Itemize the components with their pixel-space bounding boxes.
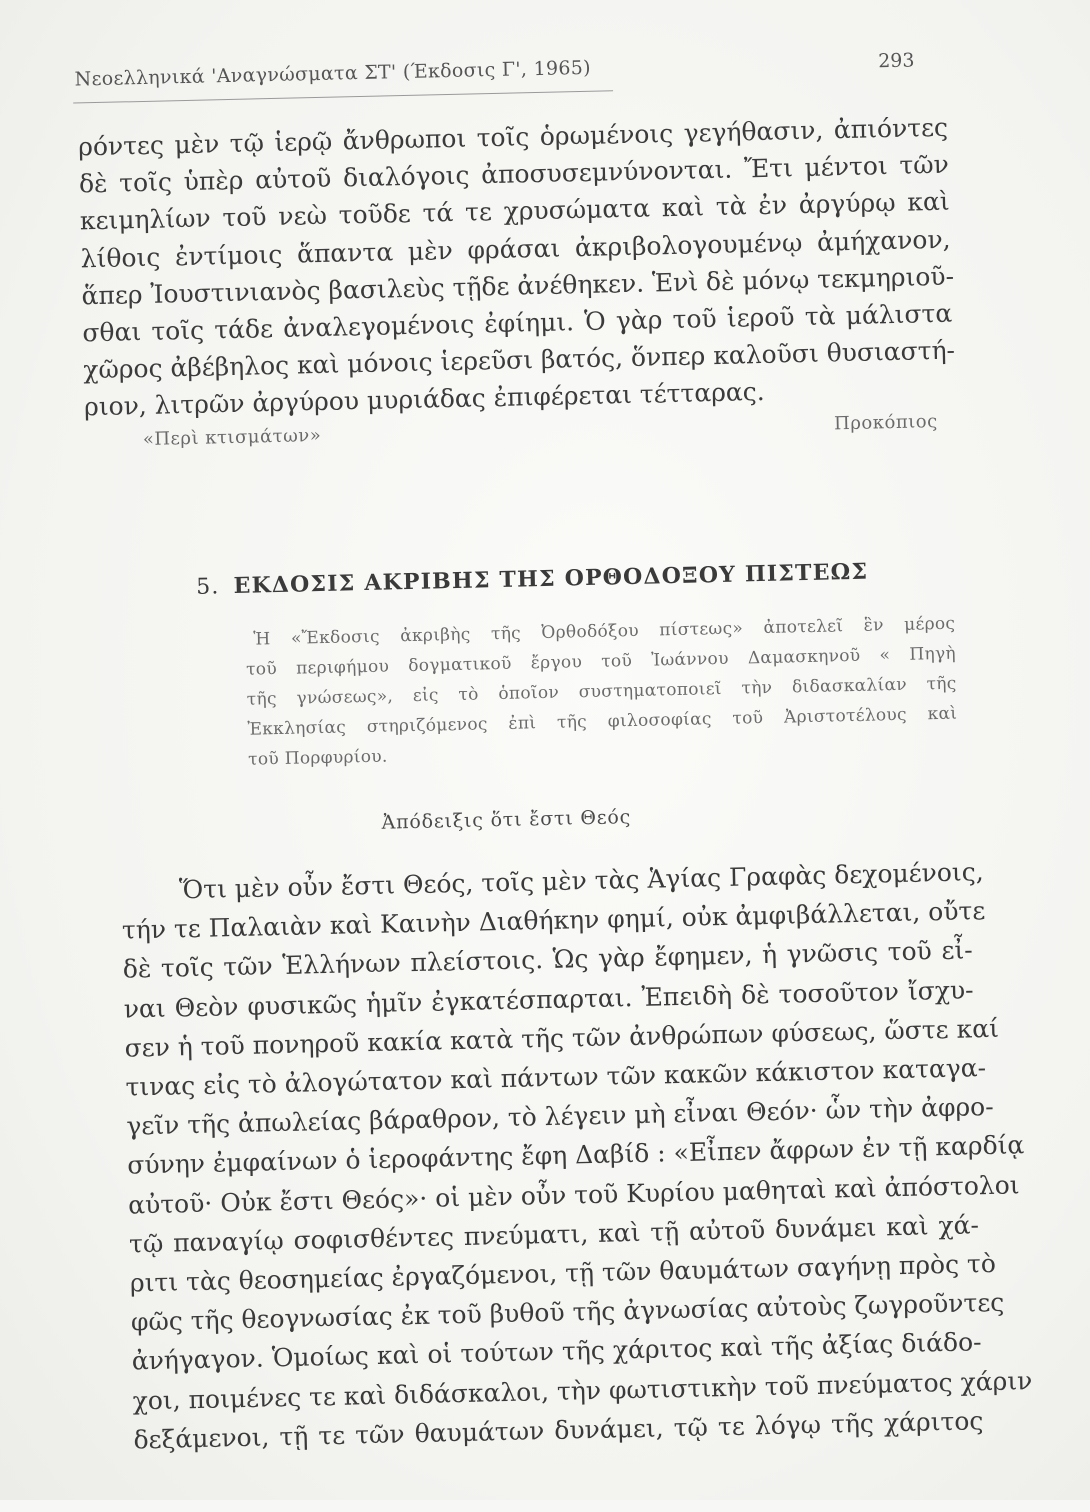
top-passage: [78, 109, 955, 426]
body-line: τῷ παναγίῳ σοφισθέντες πνεύματι, καὶ τῇ αὐτοῦ δυνάμει καὶ χά-: [128, 1210, 980, 1259]
body-line: ναι Θεὸν φυσικῶς ἡμῖν ἐγκατέσπαρται. Ἐπειδὴ δὲ τοσοῦτον ἴσχυ-: [123, 974, 974, 1024]
section-number: 5.: [195, 574, 220, 600]
body-text: [121, 852, 1033, 1459]
body-line: χοι, ποιμένες τε καὶ διδάσκαλοι, τὴν φωτιστικὴν τοῦ πνεύματος χάριν: [132, 1365, 1033, 1416]
intro-line: τοῦ Πορφυρίου.: [247, 746, 388, 770]
section-title: ΕΚΔΟΣΙΣ ΑΚΡΙΒΗΣ ΤΗΣ ΟΡΘΟΔΟΞΟΥ ΠΙΣΤΕΩΣ: [233, 558, 869, 600]
header-title: Νεοελληνικά 'Αναγνώσματα ΣΤ' (Έκδοσις Γ', 1965): [74, 56, 592, 91]
citation-source: «Περὶ κτισμάτων»: [142, 424, 322, 451]
page-number: 293: [877, 49, 915, 73]
body-line: δεξάμενοι, τῇ τε τῶν θαυμάτων δυνάμει, τῷ τε λόγῳ τῆς χάριτος: [133, 1406, 984, 1455]
body-line: σύνην ἐμφαίνων ὁ ἱεροφάντης ἔφη Δαβίδ : «Εἶπεν ἄφρων ἐν τῇ καρδίᾳ: [126, 1130, 1025, 1181]
body-line: τήν τε Παλαιὰν καὶ Καινὴν Διαθήκην φημί, οὐκ ἀμφιβάλλεται, οὔτε: [121, 896, 986, 945]
top-passage-line: χῶρος ἀβέβηλος καὶ μόνοις ἱερεῦσι βατός, ὅνπερ καλοῦσι θυσιαστή-: [82, 335, 956, 385]
top-passage-line: ρόντες μὲν τῷ ἱερῷ ἄνθρωποι τοῖς ὁρωμένοις γεγήθασιν, ἀπιόντες: [77, 112, 949, 162]
body-line: γεῖν τῆς ἀπωλείας βάραθρον, τὸ λέγειν μὴ εἶναι Θεόν· ὧν τὴν ἀφρο-: [126, 1092, 994, 1141]
running-header: [74, 49, 914, 90]
body-line: ριτι τὰς θεοσημείας ἐργαζόμενοι, τῇ τῶν θαυμάτων σαγήνῃ πρὸς τὸ: [129, 1248, 997, 1298]
body-line: αὐτοῦ· Οὐκ ἔστι Θεός»· οἱ μὲν οὖν τοῦ Κυρίου μαθηταὶ καὶ ἀπόστολοι: [127, 1169, 1020, 1220]
body-line: σεν ἡ τοῦ πονηροῦ κακία κατὰ τῆς τῶν ἀνθρώπων φύσεως, ὥστε καί: [124, 1013, 1000, 1063]
top-passage-line: ριον, λιτρῶν ἀργύρου μυριάδας ἐπιφέρεται τέτταρας.: [83, 377, 766, 422]
top-passage-line: σθαι τοῖς τάδε ἀναλεγομένοις ἐφίημι. Ὁ γὰρ τοῦ ἱεροῦ τὰ μάλιστα: [82, 298, 953, 348]
body-line: ἀνήγαγον. Ὁμοίως καὶ οἱ τούτων τῆς χάριτος καὶ τῆς ἀξίας διάδο-: [131, 1327, 982, 1376]
top-passage-line: ἅπερ Ἰουστινιανὸς βασιλεὺς τῇδε ἀνέθηκεν. Ἑνὶ δὲ μόνῳ τεκμηριοῦ-: [81, 261, 955, 311]
subheading: Ἀπόδειξις ὅτι ἔστι Θεός: [381, 806, 632, 834]
intro-line: Ἡ «Ἔκδοσις ἀκριβὴς τῆς Ὀρθοδόξου πίστεως» ἀποτελεῖ ἓν μέρος: [253, 613, 956, 650]
section-intro: [245, 609, 958, 775]
top-passage-line: δὲ τοῖς ὑπὲρ αὐτοῦ διαλόγοις ἀποσυσεμνύνονται. Ἔτι μέντοι τῶν: [78, 149, 950, 199]
citation-author: Προκόπιος: [833, 411, 938, 435]
intro-line: τοῦ περιφήμου δογματικοῦ ἔργου τοῦ Ἰωάννου Δαμασκηνοῦ « Πηγὴ: [245, 643, 957, 680]
body-line: τινας εἰς τὸ ἀλογώτατον καὶ πάντων τῶν κακῶν κάκιστον καταγα-: [125, 1053, 987, 1102]
header-rule: [73, 90, 613, 103]
body-line: φῶς τῆς θεογνωσίας ἐκ τοῦ βυθοῦ τῆς ἀγνωσίας αὐτοὺς ζωγροῦντες: [130, 1287, 1005, 1337]
top-passage-line: λίθοις ἐντίμοις ἅπαντα μὲν φράσαι ἀκριβολογουμένῳ ἀμήχανον,: [80, 224, 951, 274]
top-passage-line: κειμηλίων τοῦ νεὼ τοῦδε τά τε χρυσώματα καὶ τὰ ἐν ἀργύρῳ καὶ: [79, 187, 950, 236]
body-line: Ὅτι μὲν οὖν ἔστι Θεός, τοῖς μὲν τὰς Ἁγίας Γραφὰς δεχομένοις,: [178, 857, 984, 905]
intro-line: τῆς γνώσεως», εἰς τὸ ὁποῖον συστηματοποιεῖ τὴν διδασκαλίαν τῆς: [246, 673, 957, 710]
section-heading: [196, 559, 869, 600]
body-line: δὲ τοῖς τῶν Ἑλλήνων πλείστοις. Ὡς γὰρ ἔφημεν, ἡ γνῶσις τοῦ εἶ-: [122, 935, 973, 985]
intro-line: Ἐκκλησίας στηριζόμενος ἐπὶ τῆς φιλοσοφίας τοῦ Ἀριστοτέλους καὶ: [247, 703, 958, 740]
